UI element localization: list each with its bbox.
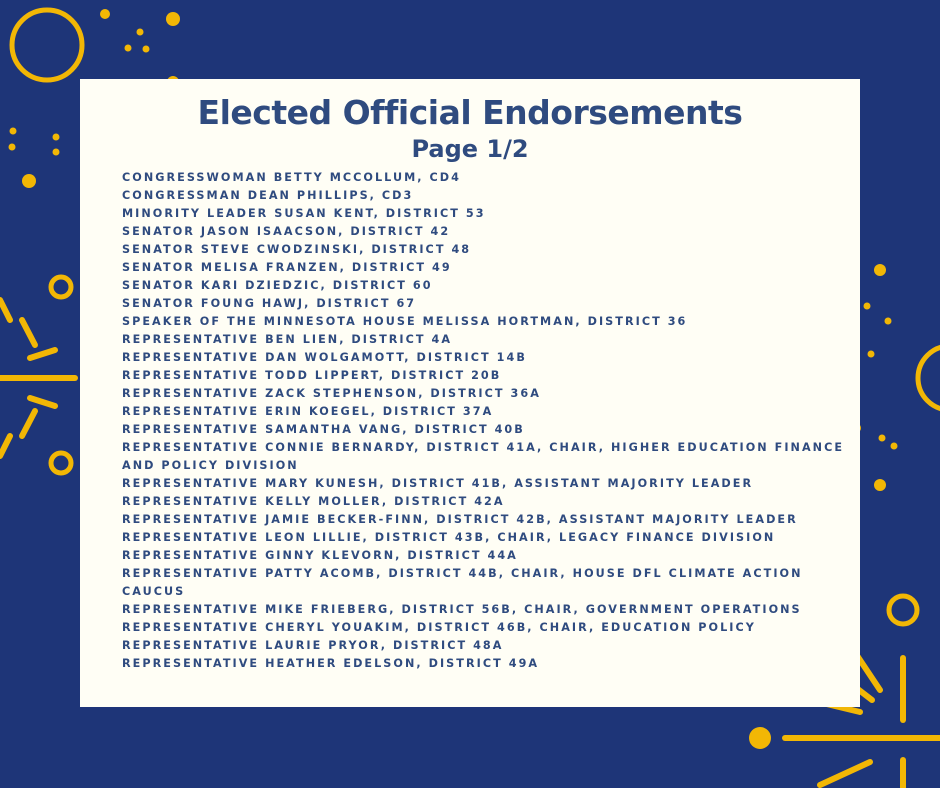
dot-decoration (53, 149, 60, 156)
endorsement-item: REPRESENTATIVE ERIN KOEGEL, DISTRICT 37A (122, 405, 494, 418)
endorsement-item: REPRESENTATIVE SAMANTHA VANG, DISTRICT 40B (122, 423, 525, 436)
endorsement-item: REPRESENTATIVE BEN LIEN, DISTRICT 4A (122, 333, 453, 346)
dot-decoration (874, 479, 886, 491)
endorsement-item: REPRESENTATIVE CHERYL YOUAKIM, DISTRICT 46B, CHAIR, EDUCATION POLICY (122, 621, 756, 634)
ring-decoration (51, 277, 71, 297)
endorsement-item: SENATOR FOUNG HAWJ, DISTRICT 67 (122, 297, 417, 310)
ring-decoration (12, 10, 82, 80)
endorsement-item: SPEAKER OF THE MINNESOTA HOUSE MELISSA HORTMAN, DISTRICT 36 (122, 315, 688, 328)
endorsement-item: REPRESENTATIVE GINNY KLEVORN, DISTRICT 44A (122, 549, 518, 562)
endorsement-item: SENATOR JASON ISAACSON, DISTRICT 42 (122, 225, 451, 238)
endorsement-item: REPRESENTATIVE DAN WOLGAMOTT, DISTRICT 14B (122, 351, 527, 364)
page-title: Elected Official Endorsements (197, 93, 743, 132)
dot-decoration (891, 443, 898, 450)
endorsement-item: SENATOR MELISA FRANZEN, DISTRICT 49 (122, 261, 452, 274)
ring-decoration (918, 346, 940, 410)
dot-decoration (749, 727, 771, 749)
dot-decoration (9, 144, 16, 151)
endorsement-item: SENATOR STEVE CWODZINSKI, DISTRICT 48 (122, 243, 472, 256)
endorsements-card (80, 79, 860, 707)
ring-decoration (889, 596, 917, 624)
dot-decoration (885, 318, 892, 325)
dot-decoration (868, 351, 875, 358)
dot-decoration (864, 303, 871, 310)
endorsement-item: REPRESENTATIVE LAURIE PRYOR, DISTRICT 48A (122, 639, 504, 652)
endorsement-item: MINORITY LEADER SUSAN KENT, DISTRICT 53 (122, 207, 486, 220)
endorsement-item: CONGRESSWOMAN BETTY MCCOLLUM, CD4 (122, 171, 461, 184)
endorsement-item: REPRESENTATIVE TODD LIPPERT, DISTRICT 20B (122, 369, 502, 382)
endorsement-item: REPRESENTATIVE HEATHER EDELSON, DISTRICT 49A (122, 657, 540, 670)
endorsement-item: REPRESENTATIVE JAMIE BECKER-FINN, DISTRICT 42B, ASSISTANT MAJORITY LEADER (122, 513, 798, 526)
endorsement-item: REPRESENTATIVE ZACK STEPHENSON, DISTRICT 36A (122, 387, 541, 400)
endorsement-item: REPRESENTATIVE KELLY MOLLER, DISTRICT 42A (122, 495, 505, 508)
dot-decoration (879, 435, 886, 442)
endorsement-item: REPRESENTATIVE CONNIE BERNARDY, DISTRICT 41A, CHAIR, HIGHER EDUCATION FINANCE AND POLICY DIVISION (122, 441, 845, 472)
endorsement-item: SENATOR KARI DZIEDZIC, DISTRICT 60 (122, 279, 433, 292)
endorsement-item: REPRESENTATIVE PATTY ACOMB, DISTRICT 44B, CHAIR, HOUSE DFL CLIMATE ACTION CAUCUS (122, 567, 803, 598)
dot-decoration (10, 128, 17, 135)
dot-decoration (22, 174, 36, 188)
endorsement-item: CONGRESSMAN DEAN PHILLIPS, CD3 (122, 189, 414, 202)
dot-decoration (100, 9, 110, 19)
dot-decoration (53, 134, 60, 141)
endorsement-list (122, 169, 852, 673)
dot-decoration (143, 46, 150, 53)
ring-decoration (51, 453, 71, 473)
endorsement-item: REPRESENTATIVE MIKE FRIEBERG, DISTRICT 56B, CHAIR, GOVERNMENT OPERATIONS (122, 603, 802, 616)
dot-decoration (125, 45, 132, 52)
endorsement-item: REPRESENTATIVE MARY KUNESH, DISTRICT 41B, ASSISTANT MAJORITY LEADER (122, 477, 754, 490)
dot-decoration (166, 12, 180, 26)
burst-decoration (0, 300, 75, 456)
dot-decoration (874, 264, 886, 276)
dot-decoration (137, 29, 144, 36)
endorsement-item: REPRESENTATIVE LEON LILLIE, DISTRICT 43B, CHAIR, LEGACY FINANCE DIVISION (122, 531, 776, 544)
page-subtitle: Page 1/2 (411, 135, 529, 163)
